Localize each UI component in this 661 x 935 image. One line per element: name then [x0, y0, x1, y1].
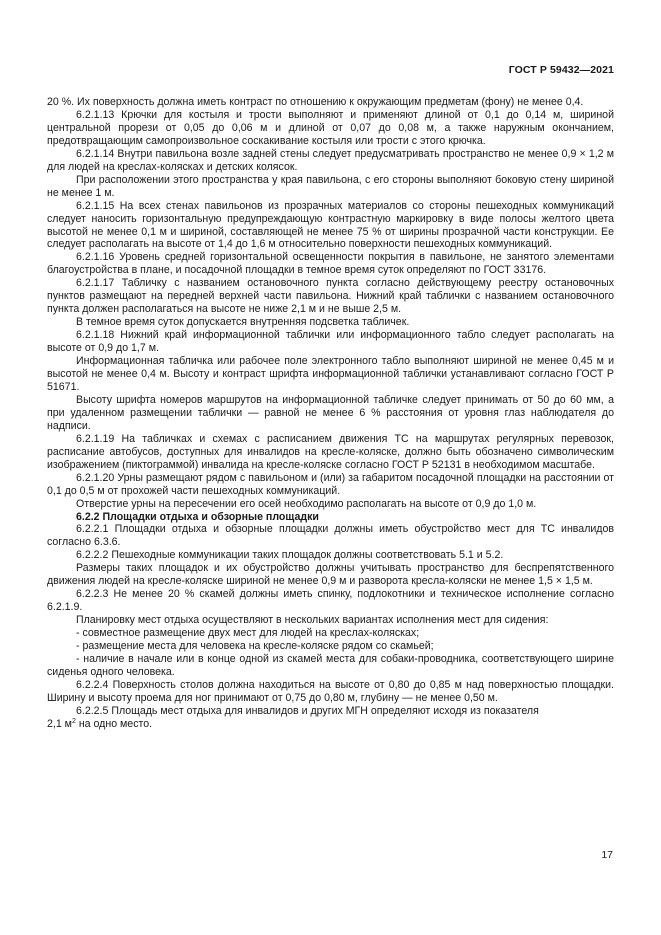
paragraph: Планировку мест отдыха осуществляют в нескольких вариантах исполнения мест для сидения: [76, 614, 549, 627]
paragraph: Информационная табличка или рабочее поле электронного табло выполняют шириной не менее 0,45 м и высотой не менее 0,4 м. Высоту и контраст шрифта информационной таблички устанавливают согласно ГОСТ Р 51671. [47, 355, 614, 393]
area-suffix: на одно место. [75, 717, 153, 730]
clause-6-2-2-3: 6.2.2.3 Не менее 20 % скамей должны иметь спинку, подлокотники и техническое исполнение согласно 6.2.1.9. [47, 588, 614, 614]
paragraph: При расположении этого пространства у края павильона, с его стороны выполняют боковую стену шириной не менее 1 м. [47, 173, 614, 199]
paragraph: В темное время суток допускается внутренняя подсветка табличек. [76, 316, 410, 329]
document-body [47, 96, 614, 731]
paragraph: Отверстие урны на пересечении его осей необходимо располагать на высоте от 0,9 до 1,0 м. [76, 497, 537, 510]
clause-6-2-2-1: 6.2.2.1 Площадки отдыха и обзорные площадки должны иметь обустройство мест для ТС инвалидов согласно 6.3.6. [47, 523, 614, 549]
clause-6-2-2-2: 6.2.2.2 Пешеходные коммуникации таких площадок должны соответствовать 5.1 и 5.2. [76, 549, 504, 562]
list-item: - совместное размещение двух мест для людей на креслах-колясках; [76, 627, 420, 640]
clause-6-2-2-4: 6.2.2.4 Поверхность столов должна находиться на высоте от 0,80 до 0,85 м над поверхностью площадки. Ширину и высоту проема для ног принимают от 0,75 до 0,80 м, глубину — не менее 0,50 м. [47, 678, 614, 704]
paragraph: Размеры таких площадок и их обустройство должны учитывать пространство для беспрепятственного движения людей на кресле-коляске шириной не менее 0,9 м и разворота кресла-коляски не менее 1,5 × 1,5 м. [47, 562, 614, 588]
paragraph-continuation [47, 718, 614, 731]
document-header: ГОСТ Р 59432—2021 [508, 64, 614, 76]
area-value: 2,1 м [47, 717, 72, 730]
list-item: - наличие в начале или в конце одной из скамей места для собаки-проводника, соответствующего ширине сиденья одного человека. [47, 652, 614, 678]
clause-6-2-1-18: 6.2.1.18 Нижний край информационной таблички или информационного табло следует располагать на высоте от 0,9 до 1,7 м. [47, 329, 614, 355]
paragraph: 20 %. Их поверхность должна иметь контраст по отношению к окружающим предметам (фону) не менее 0,4. [47, 96, 584, 108]
section-heading-6-2-2: 6.2.2 Площадки отдыха и обзорные площадки [76, 510, 319, 523]
page-number: 17 [601, 849, 613, 861]
superscript: 2 [71, 717, 76, 725]
clause-6-2-1-17: 6.2.1.17 Табличку с названием остановочного пункта согласно действующему реестру остановочных пунктов размещают на передней верхней части павильона. Нижний край таблички с названием остановочного пункта должен располагаться на высоте не ниже 2,1 м и не выше 2,5 м. [47, 277, 614, 316]
clause-6-2-1-19: 6.2.1.19 На табличках и схемах с расписанием движения ТС на маршрутах регулярных перевозок, расписание автобусов, доступных для инвалидов на кресле-коляске, должно быть обозначено символическим изображением (пиктограммой) инвалида на кресле-коляске согласно ГОСТ Р 52131 в необходимом масштабе. [47, 432, 614, 471]
clause-6-2-1-14: 6.2.1.14 Внутри павильона возле задней стены следует предусматривать пространство не менее 0,9 × 1,2 м для людей на креслах-колясках и детских колясок. [47, 147, 614, 173]
clause-6-2-1-20: 6.2.1.20 Урны размещают рядом с павильоном и (или) за габаритом посадочной площадки на расстоянии от 0,1 до 0,5 м от прохожей части пешеходных коммуникаций. [47, 471, 614, 497]
clause-6-2-1-15: 6.2.1.15 На всех стенах павильонов из прозрачных материалов со стороны пешеходных коммуникаций следует наносить горизонтальную предупреждающую контрастную маркировку в виде полосы желтого цвета высотой не менее 0,1 м и шириной, составляющей не менее 75 % от ширины прозрачной части конструкции. Ее следует располагать на высоте от 1,4 до 1,6 м относительно поверхности пешеходных коммуникаций. [47, 199, 614, 251]
list-item: - размещение места для человека на кресле-коляске рядом со скамьей; [76, 640, 434, 653]
clause-6-2-2-5: 6.2.2.5 Площадь мест отдыха для инвалидов и других МГН определяют исходя из показателя [76, 704, 539, 717]
clause-6-2-1-16: 6.2.1.16 Уровень средней горизонтальной освещенности покрытия в павильоне, не занятого элементами благоустройства в плане, и посадочной площадки в темное время суток определяют по ГОСТ 33176. [47, 251, 614, 277]
paragraph: Высоту шрифта номеров маршрутов на информационной табличке следует принимать от 50 до 60 мм, а при удаленном размещении таблички — равной не менее 6 % расстояния от уровня глаз наблюдателя до надписи. [47, 393, 614, 432]
clause-6-2-1-13: 6.2.1.13 Крючки для костыля и трости выполняют и применяют длиной от 0,1 до 0,14 м, шириной центральной прорези от 0,05 до 0,06 м и длиной от 0,07 до 0,08 м, а также наружным окончанием, предотвращающим самопроизвольное соскакивание костыля или трости с этого крючка. [47, 108, 614, 147]
